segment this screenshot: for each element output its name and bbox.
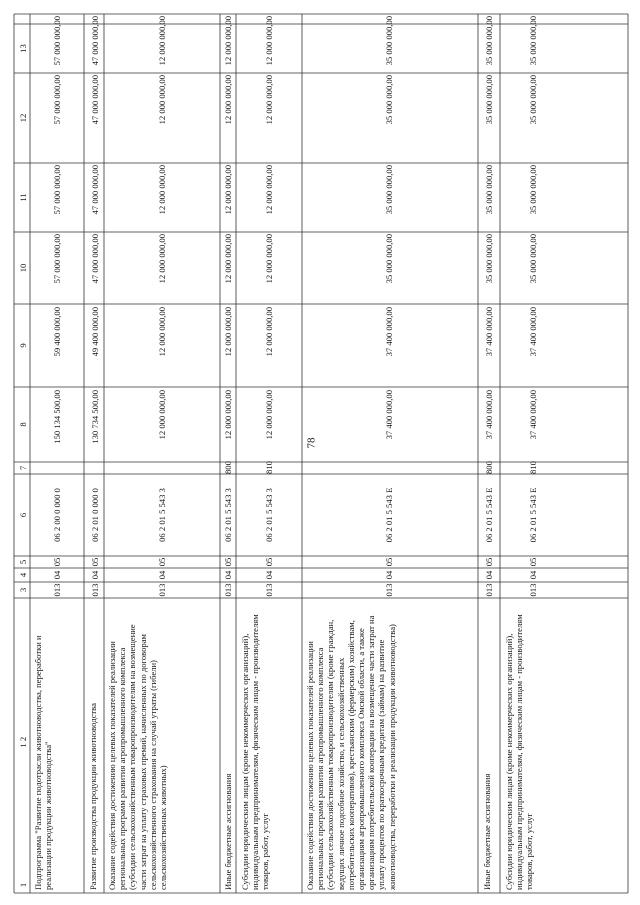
column-number-8: 8 <box>18 422 28 427</box>
cell-admin-code: 013 <box>52 583 62 597</box>
column-number-5: 5 <box>18 559 28 565</box>
cell-subsection: 05 <box>52 557 62 567</box>
cell-target-article: 06 2 01 5 543 3 <box>223 488 233 542</box>
row-name: Подпрограмма "Развитие подотрасли животноводства, переработки и реализации продукции животноводства" <box>33 635 54 890</box>
cell-amount-col13: 35 000 000,00 <box>384 16 394 66</box>
column-number-3: 3 <box>18 587 28 593</box>
cell-amount-col8: 130 734 500,00 <box>90 390 100 444</box>
cell-amount-col11: 12 000 000,00 <box>157 165 167 215</box>
column-number-6: 6 <box>18 512 28 518</box>
cell-target-article: 06 2 01 0 000 0 <box>90 488 100 542</box>
cell-subsection: 05 <box>90 557 100 567</box>
cell-target-article: 06 2 01 5 543 3 <box>264 488 274 542</box>
cell-amount-col12: 35 000 000,00 <box>484 75 494 125</box>
cell-amount-col10: 57 000 000,00 <box>52 234 62 284</box>
cell-target-article: 06 2 01 5 543 3 <box>157 488 167 542</box>
cell-section: 04 <box>223 570 233 580</box>
cell-expense-type: 800 <box>484 461 494 474</box>
cell-admin-code: 013 <box>384 583 394 597</box>
cell-admin-code: 013 <box>90 583 100 597</box>
cell-section: 04 <box>264 570 274 580</box>
cell-admin-code: 013 <box>528 583 538 597</box>
column-number-13: 13 <box>18 44 28 53</box>
column-number-2: 2 <box>18 736 28 742</box>
row-name: Оказание содействия достижению целевых показателей реализации региональных программ развития агропромышленного комплекса (субсидии сельскохозяйственным товаропроизводителям (кроме граждан, ведущих личное подсобное хозяйство, и сельскохозяйственных потребительских кооперативов), крестьянским (фермерским) хозяйствам, организациям агропромышленного комплекса Омской области, а также организациям потребительской кооперации на возмещение части затрат на уплату процентов по краткосрочным кредитам (займам) на развитие животноводства, переработки и реализации продукции животноводства) <box>305 615 397 890</box>
cell-amount-col9: 37 400 000,00 <box>528 307 538 357</box>
cell-amount-col9: 12 000 000,00 <box>264 307 274 357</box>
cell-amount-col11: 12 000 000,00 <box>264 165 274 215</box>
cell-amount-col13: 57 000 000,00 <box>52 16 62 66</box>
cell-amount-col11: 35 000 000,00 <box>384 165 394 215</box>
cell-amount-col9: 37 400 000,00 <box>384 307 394 357</box>
cell-amount-col11: 57 000 000,00 <box>52 165 62 215</box>
cell-subsection: 05 <box>223 557 233 567</box>
cell-amount-col12: 35 000 000,00 <box>384 75 394 125</box>
cell-amount-col10: 12 000 000,00 <box>264 234 274 284</box>
cell-amount-col8: 37 400 000,00 <box>384 390 394 440</box>
column-number-9: 9 <box>18 343 28 348</box>
cell-amount-col12: 35 000 000,00 <box>528 75 538 125</box>
cell-amount-col12: 57 000 000,00 <box>52 75 62 125</box>
cell-subsection: 05 <box>157 557 167 567</box>
cell-subsection: 05 <box>528 557 538 567</box>
cell-admin-code: 013 <box>484 583 494 597</box>
cell-amount-col12: 12 000 000,00 <box>223 75 233 125</box>
cell-subsection: 05 <box>384 557 394 567</box>
row-name: Иные бюджетные ассигнования <box>223 773 233 890</box>
row-name: Субсидии юридическим лицам (кроме некоммерческих организаций), индивидуальным предпринимателям, физическим лицам - производителям товаров, работ, услуг <box>504 614 535 890</box>
cell-amount-col8: 12 000 000,00 <box>157 390 167 440</box>
cell-admin-code: 013 <box>223 583 233 597</box>
cell-amount-col10: 35 000 000,00 <box>384 234 394 284</box>
cell-section: 04 <box>484 570 494 580</box>
cell-target-article: 06 2 01 5 543 Е <box>484 487 494 543</box>
cell-amount-col9: 12 000 000,00 <box>157 307 167 357</box>
cell-amount-col10: 35 000 000,00 <box>528 234 538 284</box>
cell-amount-col13: 35 000 000,00 <box>484 16 494 66</box>
row-name: Развитие производства продукции животноводства <box>88 703 98 890</box>
cell-amount-col11: 35 000 000,00 <box>528 165 538 215</box>
cell-amount-col8: 12 000 000,00 <box>223 390 233 440</box>
cell-amount-col12: 47 000 000,00 <box>90 75 100 125</box>
column-number-11: 11 <box>18 193 28 202</box>
cell-amount-col9: 37 400 000,00 <box>484 307 494 357</box>
cell-amount-col8: 37 400 000,00 <box>484 390 494 440</box>
column-number-10: 10 <box>18 263 28 273</box>
cell-section: 04 <box>157 570 167 580</box>
cell-subsection: 05 <box>484 557 494 567</box>
cell-amount-col10: 47 000 000,00 <box>90 234 100 284</box>
cell-amount-col13: 12 000 000,00 <box>157 16 167 66</box>
cell-admin-code: 013 <box>157 583 167 597</box>
cell-amount-col9: 12 000 000,00 <box>223 307 233 357</box>
cell-section: 04 <box>90 570 100 580</box>
cell-amount-col13: 12 000 000,00 <box>264 16 274 66</box>
cell-amount-col11: 12 000 000,00 <box>223 165 233 215</box>
row-name: Оказание содействия достижению целевых показателей реализации региональных программ развития агропромышленного комплекса (субсидии сельскохозяйственным товаропроизводителям на возмещение части затрат на уплату страховых премий, начисленных по договорам сельскохозяйственного страхования на случай утраты (гибели) сельскохозяйственных животных) <box>107 624 169 890</box>
page-number: 78 <box>305 437 318 449</box>
cell-section: 04 <box>384 570 394 580</box>
cell-amount-col8: 37 400 000,00 <box>528 390 538 440</box>
column-number-12: 12 <box>18 113 28 123</box>
cell-amount-col13: 35 000 000,00 <box>528 16 538 66</box>
cell-amount-col8: 150 134 500,00 <box>52 390 62 444</box>
cell-amount-col13: 12 000 000,00 <box>223 16 233 66</box>
cell-amount-col13: 47 000 000,00 <box>90 16 100 66</box>
cell-subsection: 05 <box>264 557 274 567</box>
cell-section: 04 <box>52 570 62 580</box>
cell-target-article: 06 2 01 5 543 Е <box>528 487 538 543</box>
row-name: Иные бюджетные ассигнования <box>482 773 492 890</box>
cell-target-article: 06 2 01 5 543 Е <box>384 487 394 543</box>
cell-amount-col11: 35 000 000,00 <box>484 165 494 215</box>
cell-amount-col8: 12 000 000,00 <box>264 390 274 440</box>
row-name: Субсидии юридическим лицам (кроме некоммерческих организаций), индивидуальным предпринимателям, физическим лицам - производителям товаров, работ, услуг <box>240 614 271 890</box>
cell-target-article: 06 2 00 0 000 0 <box>52 488 62 542</box>
cell-amount-col9: 49 400 000,00 <box>90 307 100 357</box>
cell-expense-type: 810 <box>264 461 274 474</box>
cell-section: 04 <box>528 570 538 580</box>
cell-amount-col10: 35 000 000,00 <box>484 234 494 284</box>
column-number-1: 1 <box>18 743 28 748</box>
cell-amount-col11: 47 000 000,00 <box>90 165 100 215</box>
cell-amount-col12: 12 000 000,00 <box>264 75 274 125</box>
cell-amount-col12: 12 000 000,00 <box>157 75 167 125</box>
cell-amount-col9: 59 400 000,00 <box>52 307 62 357</box>
column-number-1-marker: 1 <box>18 882 28 888</box>
column-number-7: 7 <box>18 465 28 471</box>
cell-admin-code: 013 <box>264 583 274 597</box>
cell-amount-col10: 12 000 000,00 <box>157 234 167 284</box>
cell-expense-type: 800 <box>223 461 233 474</box>
cell-expense-type: 810 <box>528 461 538 474</box>
cell-amount-col10: 12 000 000,00 <box>223 234 233 284</box>
column-number-4: 4 <box>18 572 28 578</box>
